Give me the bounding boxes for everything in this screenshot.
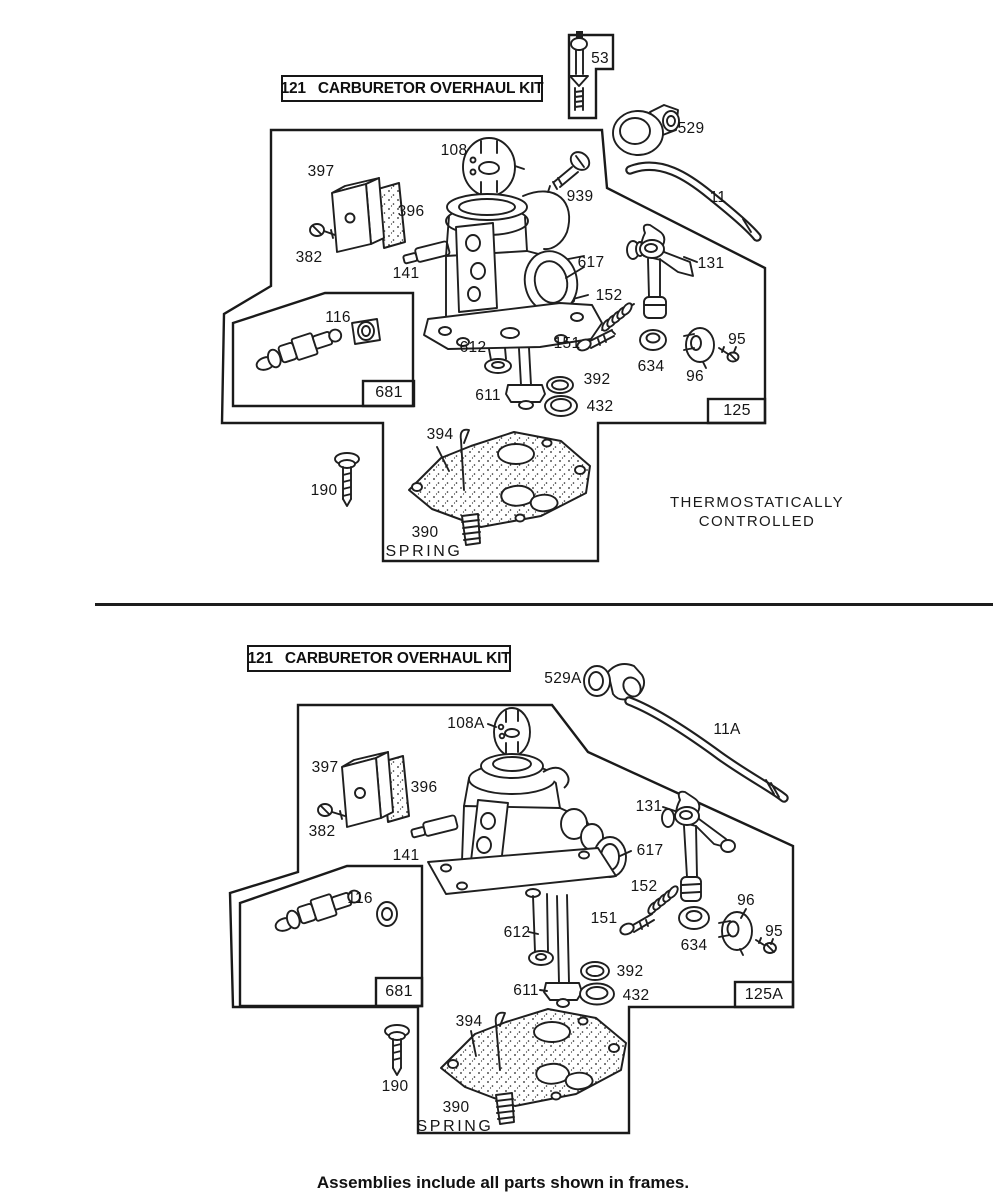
part-label-397: 397 [307,163,335,180]
part-label-152-2: 152 [630,878,658,895]
part-label-382-2: 382 [308,823,336,840]
part-label-617-2: 617 [636,842,664,859]
part-label-392: 392 [583,371,611,388]
part-label-11: 11 [709,189,727,206]
part-label-108: 108 [440,142,468,159]
washer-634-drawing-2 [679,907,709,929]
part-label-95-2: 95 [765,923,783,940]
part-label-131-2: 131 [635,798,663,815]
part-label-152: 152 [595,287,623,304]
washer-634-drawing [640,330,666,350]
frame-label-125a: 125A [744,986,784,1003]
part-label-396-2: 396 [410,779,438,796]
screw-190-drawing-2 [385,1025,409,1075]
part-label-617: 617 [577,254,605,271]
part-label-634-2: 634 [680,937,708,954]
kit-number-1: 121 [280,79,306,97]
oring-392-drawing-2 [581,962,609,980]
pin-141-drawing-2 [410,815,458,840]
screw-382-drawing [310,224,335,238]
thermostat-131-drawing-2 [662,792,735,901]
pin-141-drawing [402,241,450,266]
screw-53-drawing [570,31,588,110]
part-label-11a: 11A [713,721,741,738]
grommet-529-drawing [613,105,679,155]
frame-label-681-2: 681 [385,983,413,1000]
part-label-611: 611 [475,387,501,404]
part-label-612: 612 [459,339,487,356]
part-label-190: 190 [310,482,338,499]
part-label-190-2: 190 [381,1078,409,1095]
part-label-396: 396 [397,203,425,220]
section-divider [95,603,993,606]
part-label-432: 432 [586,398,614,415]
part-label-611-2: 611 [513,982,539,999]
part-label-96: 96 [686,368,704,385]
part-label-96-2: 96 [737,892,755,909]
gasket-394-drawing-1 [409,430,590,527]
kit-title-1: CARBURETOR OVERHAUL KIT [317,79,544,97]
part-label-131: 131 [697,255,725,272]
choke-96-drawing [684,328,714,368]
thermostat-131-drawing [627,225,693,318]
needle-valve-116-drawing-2 [271,885,397,934]
part-label-141-2: 141 [392,847,420,864]
part-label-394-2: 394 [455,1013,483,1030]
part-label-382: 382 [295,249,323,266]
oring-392-drawing [547,377,573,393]
part-label-spring-1: SPRING [385,543,463,560]
spring-390-drawing-1 [462,514,480,545]
primer-base-397-drawing-2 [342,752,409,827]
note-line-1: THERMOSTATICALLY [669,494,845,511]
frame-label-681-1: 681 [375,384,403,401]
screw-95-drawing [719,347,739,362]
frame-label-125: 125 [723,402,751,419]
screw-190-drawing-1 [335,453,359,506]
part-label-95: 95 [728,331,746,348]
screw-939-drawing [548,148,593,192]
part-label-390-2: 390 [442,1099,470,1116]
part-label-151-2: 151 [590,910,618,927]
footer-caption: Assemblies include all parts shown in frames. [316,1173,690,1192]
note-line-2: CONTROLLED [698,513,816,530]
part-label-529: 529 [677,120,705,137]
part-label-397-2: 397 [311,759,339,776]
part-label-108a: 108A [447,715,485,732]
choke-plate-108a-drawing [494,708,530,756]
tube-11a-drawing [629,701,784,798]
kit-number-2: 121 [247,649,273,667]
seal-432-drawing-2 [580,984,614,1005]
kit-title-box-2 [247,645,511,672]
primer-base-397-drawing [332,178,405,252]
grommet-529a-drawing [584,664,644,700]
part-label-612-2: 612 [503,924,531,941]
part-label-634: 634 [637,358,665,375]
part-label-432-2: 432 [622,987,650,1004]
part-label-141: 141 [392,265,420,282]
part-label-116: 116 [325,309,351,326]
spring-152-drawing [600,302,634,333]
part-label-116-2: 116 [347,890,373,907]
part-label-53: 53 [591,50,609,67]
seal-432-drawing [545,396,577,416]
part-label-390: 390 [411,524,439,541]
part-label-529a: 529A [544,670,582,687]
spring-390-drawing-2 [496,1093,514,1124]
choke-plate-108-drawing [463,138,524,196]
needle-valve-116-drawing [252,319,380,373]
screw-151-drawing-2 [619,914,654,936]
part-label-392-2: 392 [616,963,644,980]
choke-96-drawing-2 [719,909,752,955]
part-label-151: 151 [553,335,581,352]
screw-382-drawing-2 [318,804,345,819]
kit-title-2: CARBURETOR OVERHAUL KIT [284,649,511,667]
part-label-939: 939 [566,188,594,205]
part-label-spring-2: SPRING [416,1118,494,1135]
kit-title-box-1 [281,75,543,102]
thermostatic-note [670,493,844,531]
part-label-394: 394 [426,426,454,443]
carburetor-body-1-drawing [424,191,602,409]
